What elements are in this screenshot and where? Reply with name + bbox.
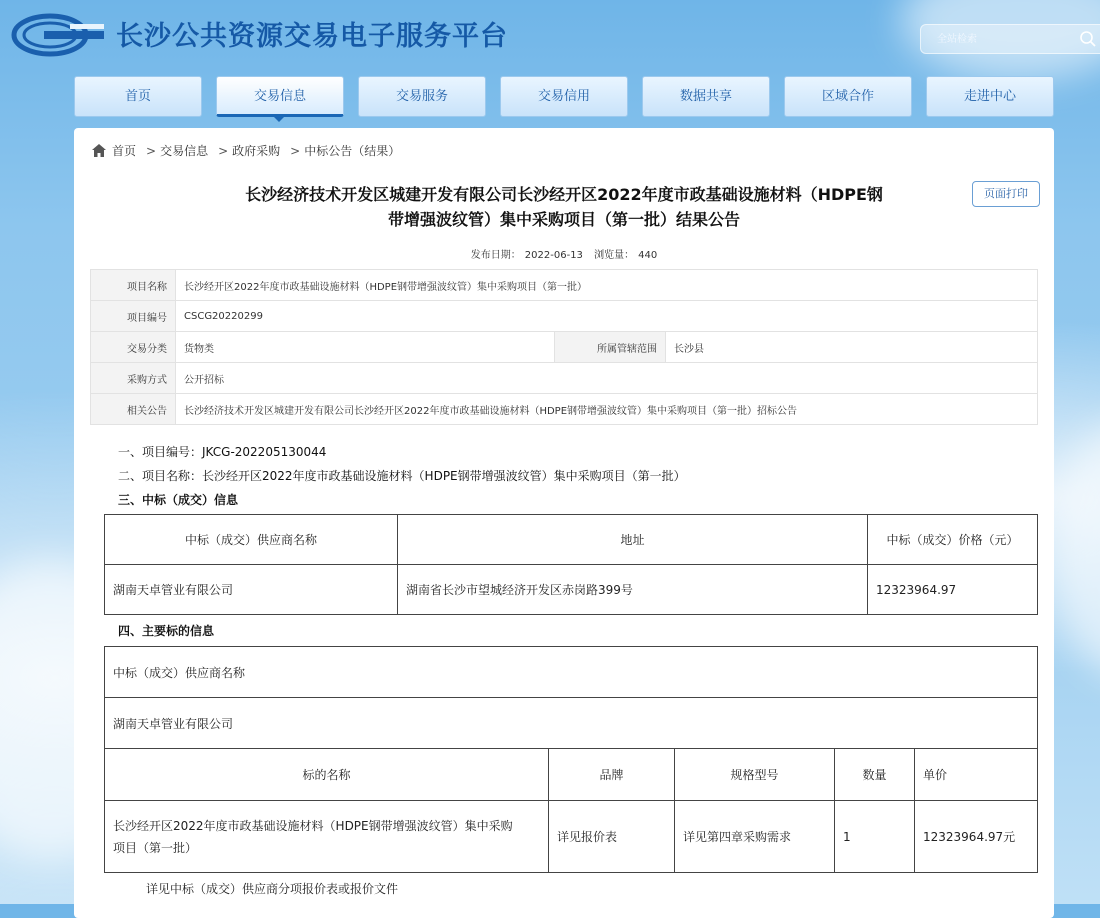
table-header-row [105, 515, 1038, 565]
section-heading: 三、中标（成交）信息 [118, 493, 239, 507]
article-title-line: 长沙经济技术开发区城建开发有限公司长沙经开区2022年度市政基础设施材料（HDPE钢 [245, 185, 883, 204]
active-nav-indicator [272, 115, 286, 122]
item-name-line: 项目（第一批） [113, 840, 198, 855]
table-row [105, 647, 1038, 698]
background-cloud [1050, 420, 1100, 680]
table-cell: 详见第四章采购需求 [675, 801, 835, 873]
info-label: 项目名称 [91, 270, 176, 301]
views-label: 浏览量： [594, 250, 635, 261]
trade-category: 货物类 [176, 332, 555, 363]
main-nav [74, 76, 1054, 116]
quote-note: 详见中标（成交）供应商分项报价表或报价文件 [146, 882, 399, 896]
table-header: 单价 [915, 749, 1038, 801]
item-name-line: 长沙经开区2022年度市政基础设施材料（HDPE钢带增强波纹管）集中采购 [113, 818, 513, 833]
publish-date: 2022-06-13 [524, 250, 583, 261]
nav-trade-credit[interactable]: 交易信用 [500, 76, 628, 117]
nav-about-center[interactable]: 走进中心 [926, 76, 1054, 117]
section-project-number [118, 443, 326, 460]
section-items-heading [118, 622, 214, 639]
table-header: 中标（成交）价格（元） [868, 515, 1038, 565]
table-cell: 1 [835, 801, 915, 873]
site-title: 长沙公共资源交易电子服务平台 [116, 21, 508, 52]
table-row [91, 301, 1038, 332]
winner-table [104, 514, 1038, 615]
info-label: 项目编号 [91, 301, 176, 332]
nav-trade-service[interactable]: 交易服务 [358, 76, 486, 117]
article-title [174, 182, 954, 232]
breadcrumb-separator: > [146, 143, 157, 158]
project-name: 长沙经开区2022年度市政基础设施材料（HDPE钢带增强波纹管）集中采购项目（第一批） [176, 270, 1038, 301]
nav-trade-info[interactable]: 交易信息 [216, 76, 344, 117]
table-row [105, 801, 1038, 873]
section-value: JKCG-202205130044 [202, 445, 327, 459]
table-cell: 中标（成交）供应商名称 [105, 647, 1038, 698]
table-row [91, 270, 1038, 301]
breadcrumb-separator: > [218, 143, 229, 158]
article-meta [74, 246, 1054, 261]
table-header: 数量 [835, 749, 915, 801]
table-header: 规格型号 [675, 749, 835, 801]
table-row [105, 565, 1038, 615]
table-header: 标的名称 [105, 749, 549, 801]
article-title-line: 带增强波纹管）集中采购项目（第一批）结果公告 [387, 210, 740, 229]
nav-data-sharing[interactable]: 数据共享 [642, 76, 770, 117]
table-cell: 12323964.97元 [915, 801, 1038, 873]
nav-home[interactable]: 首页 [74, 76, 202, 117]
breadcrumb-item[interactable]: 交易信息 [160, 144, 209, 158]
jurisdiction: 长沙县 [666, 332, 1038, 363]
info-label: 所属管辖范围 [555, 332, 666, 363]
table-header: 品牌 [549, 749, 675, 801]
breadcrumb-separator: > [290, 143, 301, 158]
table-cell: 12323964.97 [868, 565, 1038, 615]
project-info-table [90, 269, 1038, 425]
breadcrumb-item[interactable]: 中标公告（结果） [304, 144, 401, 158]
items-table [104, 748, 1038, 873]
publish-date-label: 发布日期： [470, 250, 521, 261]
breadcrumb [92, 142, 404, 159]
section-label: 一、项目编号： [118, 445, 203, 459]
content-panel [74, 128, 1054, 918]
table-header: 中标（成交）供应商名称 [105, 515, 398, 565]
section-value: 长沙经开区2022年度市政基础设施材料（HDPE钢带增强波纹管）集中采购项目（第一批） [202, 469, 686, 483]
print-page-button[interactable]: 页面打印 [972, 181, 1040, 207]
breadcrumb-item[interactable]: 政府采购 [232, 144, 281, 158]
search-input[interactable] [921, 25, 1079, 53]
table-header: 地址 [398, 515, 868, 565]
procurement-method: 公开招标 [176, 363, 1038, 394]
section-heading: 四、主要标的信息 [118, 624, 215, 638]
table-row [91, 394, 1038, 425]
table-row [105, 698, 1038, 749]
supplier-table [104, 646, 1038, 749]
table-cell: 湖南省长沙市望城经济开发区赤岗路399号 [398, 565, 868, 615]
search-icon[interactable] [1079, 30, 1097, 48]
breadcrumb-home[interactable]: 首页 [112, 144, 137, 158]
project-number: CSCG20220299 [176, 301, 1038, 332]
table-header-row [105, 749, 1038, 801]
table-cell: 湖南天卓管业有限公司 [105, 565, 398, 615]
section-label: 二、项目名称： [118, 469, 203, 483]
info-label: 交易分类 [91, 332, 176, 363]
search-box[interactable] [920, 24, 1100, 54]
site-logo-icon[interactable] [10, 10, 108, 60]
related-announcement-link[interactable]: 长沙经济技术开发区城建开发有限公司长沙经开区2022年度市政基础设施材料（HDPE钢带增强波纹管）集中采购项目（第一批）招标公告 [176, 394, 1038, 425]
nav-regional-coop[interactable]: 区域合作 [784, 76, 912, 117]
table-cell: 详见报价表 [549, 801, 675, 873]
home-icon [92, 144, 106, 157]
section-project-name [118, 467, 686, 484]
section-winner-heading [118, 491, 238, 508]
table-row [91, 363, 1038, 394]
info-label: 相关公告 [91, 394, 176, 425]
table-cell: 湖南天卓管业有限公司 [105, 698, 1038, 749]
views-count: 440 [638, 250, 658, 261]
info-label: 采购方式 [91, 363, 176, 394]
table-row [91, 332, 1038, 363]
table-cell [105, 801, 549, 873]
